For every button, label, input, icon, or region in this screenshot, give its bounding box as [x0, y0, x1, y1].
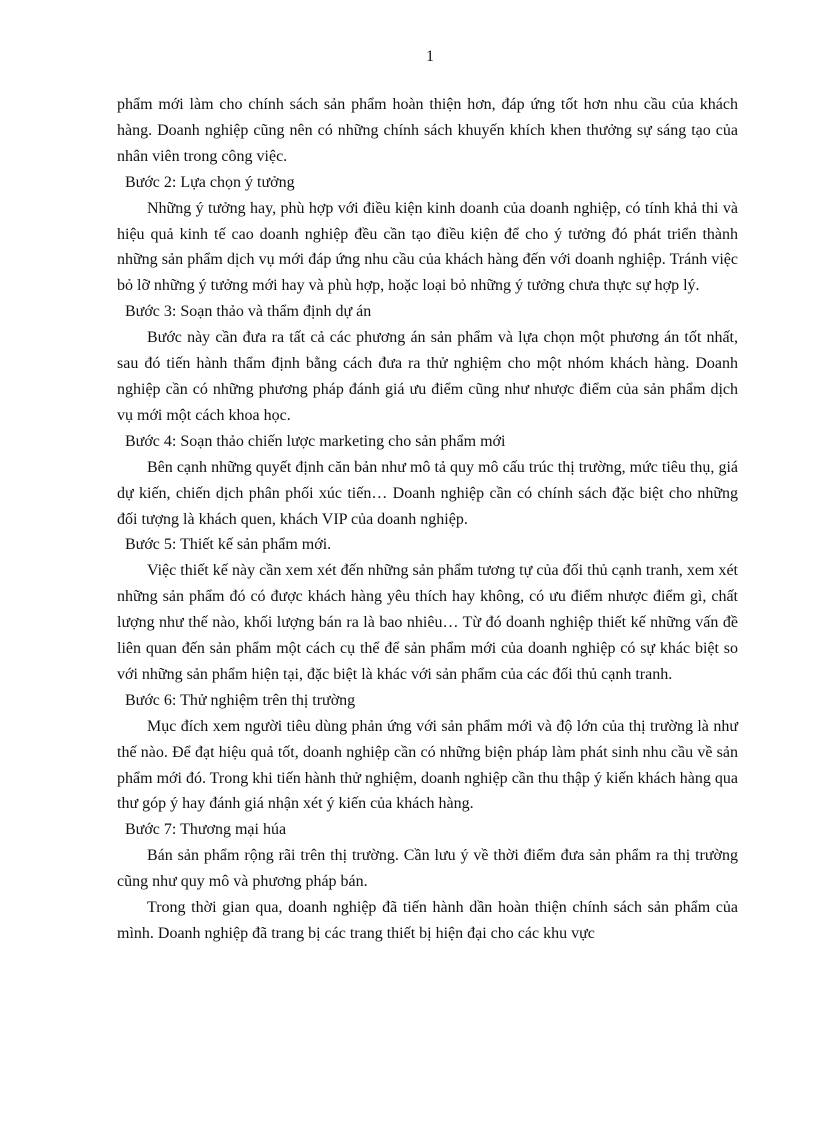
step-heading: Bước 3: Soạn thảo và thẩm định dự án [125, 303, 372, 321]
document-body [117, 92, 738, 947]
paragraph-continuation: phẩm mới làm cho chính sách sản phẩm hoàn thiện hơn, đáp ứng tốt hơn nhu cầu của khách hàng. Doanh nghiệp cũng nên có những chính sách khuyến khích khen thưởng sự sáng tạo của nhân viên trong công việc. [117, 96, 738, 165]
step-heading: Bước 6: Thử nghiệm trên thị trường [125, 691, 356, 709]
step-heading: Bước 7: Thương mại húa [125, 821, 287, 839]
paragraph: Bước này cần đưa ra tất cả các phương án sản phẩm và lựa chọn một phương án tốt nhất, sau đó tiến hành thẩm định bằng cách đưa ra thử nghiệm cho một nhóm khách hàng. Doanh nghiệp cần có những phương pháp đánh giá ưu điểm cũng như nhược điểm của sản phẩm dịch vụ mới một cách khoa học. [117, 329, 738, 424]
paragraph: Việc thiết kế này cần xem xét đến những sản phẩm tương tự của đối thủ cạnh tranh, xem xét những sản phẩm đó có được khách hàng yêu thích hay không, có ưu điểm nhược điểm gì, chất lượng như thế nào, khối lượng bán ra là bao nhiêu… Từ đó doanh nghiệp thiết kế những vấn đề liên quan đến sản phẩm một cách cụ thể để sản phẩm mới của doanh nghiệp có sự khác biệt so với những sản phẩm hiện tại, đặc biệt là khác với sản phẩm của các đối thủ cạnh tranh. [117, 562, 738, 683]
step-heading: Bước 4: Soạn thảo chiến lược marketing cho sản phẩm mới [125, 432, 506, 450]
paragraph: Bên cạnh những quyết định căn bản như mô tả quy mô cấu trúc thị trường, mức tiêu thụ, giá dự kiến, chiến dịch phân phối xúc tiến… Doanh nghiệp cần có chính sách đặc biệt cho những đối tượng là khách quen, khách VIP của doanh nghiệp. [117, 458, 738, 528]
page-number: 1 [426, 48, 434, 65]
step-heading: Bước 5: Thiết kế sản phẩm mới. [125, 536, 332, 554]
step-heading: Bước 2: Lựa chọn ý tưởng [125, 173, 295, 191]
paragraph: Những ý tưởng hay, phù hợp với điều kiện kinh doanh của doanh nghiệp, có tính khả thi và hiệu quả kinh tế cao doanh nghiệp đều cần tạo điều kiện để cho ý tưởng đó phát triển thành những sản phẩm dịch vụ mới đáp ứng nhu cầu của khách hàng đến với doanh nghiệp. Tránh việc bỏ lỡ những ý tưởng mới hay và phù hợp, hoặc loại bỏ những ý tưởng chưa thực sự hợp lý. [117, 199, 738, 295]
paragraph: Mục đích xem người tiêu dùng phản ứng với sản phẩm mới và độ lớn của thị trường là như thế nào. Để đạt hiệu quả tốt, doanh nghiệp cần có những biện pháp làm phát sinh nhu cầu về sản phẩm mới đó. Trong khi tiến hành thử nghiệm, doanh nghiệp cần thu thập ý kiến khách hàng qua thư góp ý hay đánh giá nhận xét ý kiến của khách hàng. [117, 717, 738, 813]
paragraph: Trong thời gian qua, doanh nghiệp đã tiến hành dần hoàn thiện chính sách sản phẩm của mình. Doanh nghiệp đã trang bị các trang thiết bị hiện đại cho các khu vực [117, 899, 738, 942]
paragraph: Bán sản phẩm rộng rãi trên thị trường. Cần lưu ý về thời điểm đưa sản phẩm ra thị trường cũng như quy mô và phương pháp bán. [117, 847, 738, 891]
